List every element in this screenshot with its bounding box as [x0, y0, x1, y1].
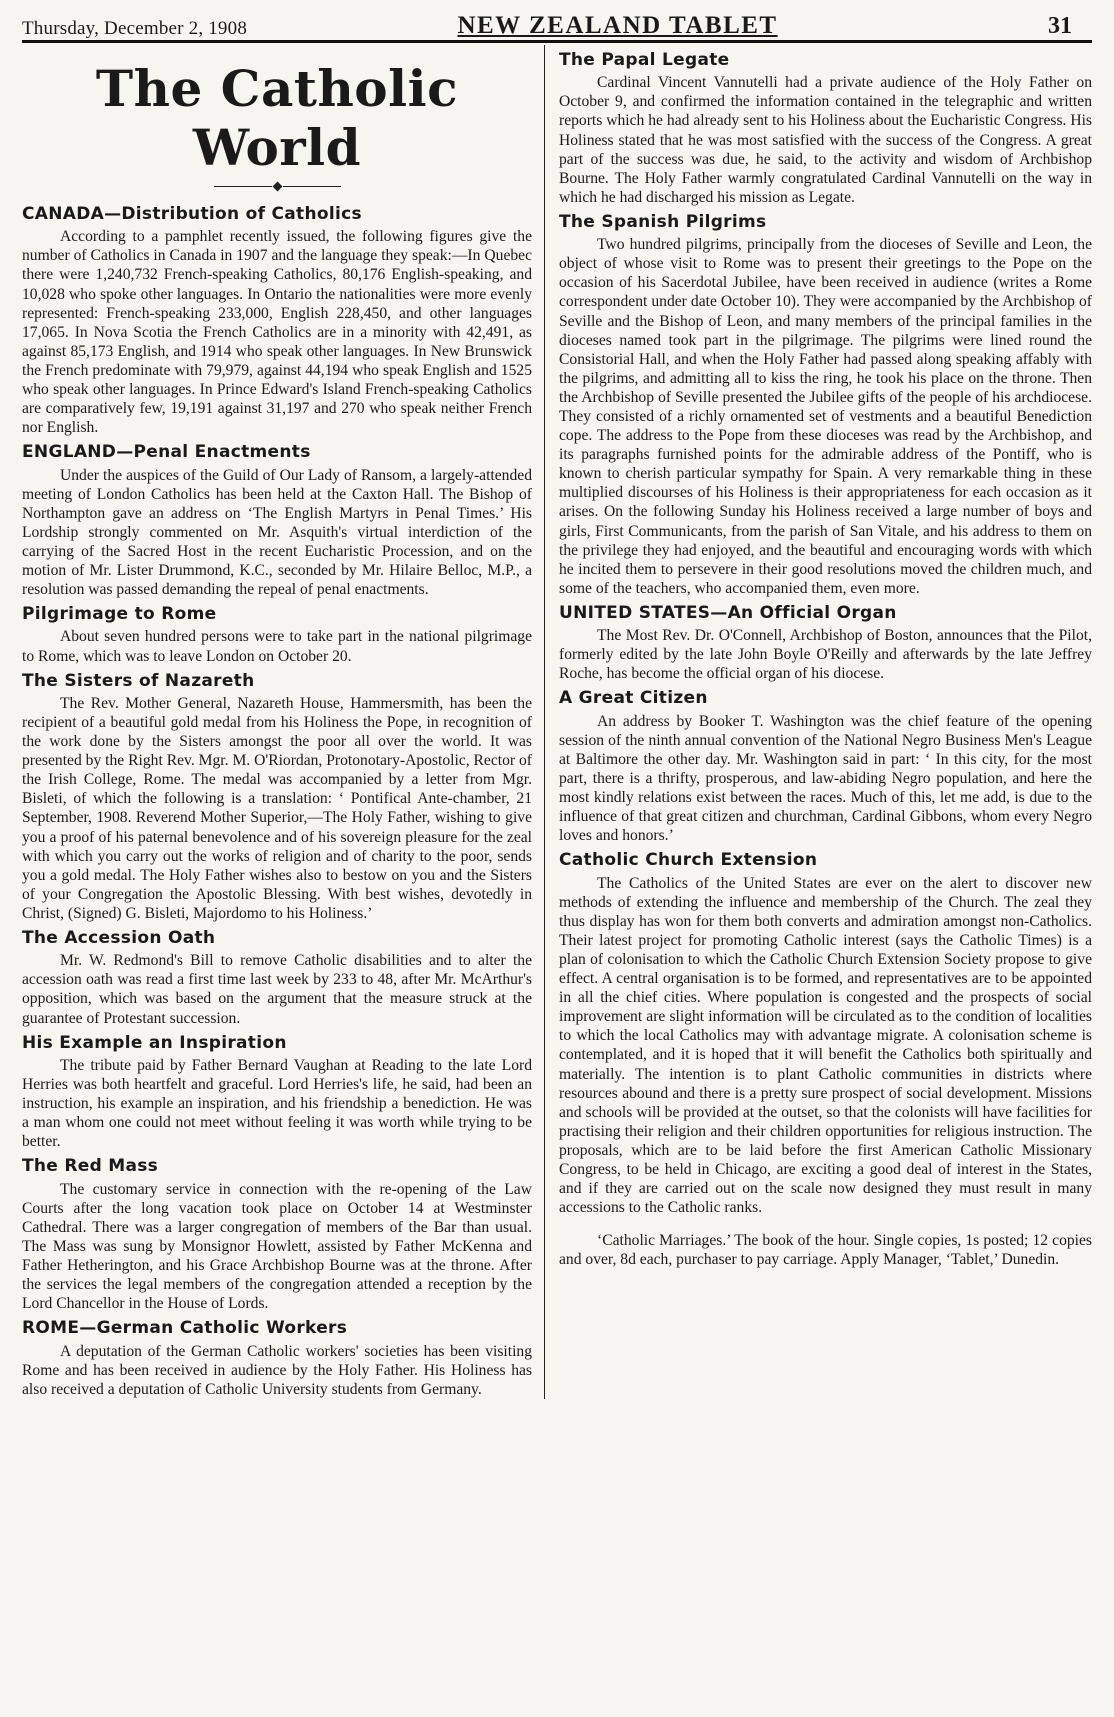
article-heading: The Accession Oath: [22, 928, 216, 948]
article-paragraph: Under the auspices of the Guild of Our Lady of Ransom, a largely-attended meeting of London Catholics has been held at the Caxton Hall. The Bishop of Northampton gave an address on ‘The English Martyrs in Penal Times.’ His Lordship strongly commented on Mr. Asquith's virtual interdiction of the carrying of the Sacred Host in the recent Eucharistic Procession, and on the motion of Mr. Lister Drummond, K.C., seconded by Mr. Hilaire Belloc, M.P., a resolution was passed demanding the repeal of penal enactments.: [22, 466, 532, 599]
article-heading: ENGLAND—Penal Enactments: [22, 442, 311, 463]
article-heading: His Example an Inspiration: [22, 1032, 287, 1053]
article-heading: UNITED STATES—An Official Organ: [559, 602, 897, 623]
article-paragraph: Cardinal Vincent Vannutelli had a private audience of the Holy Father on October 9, and confirmed the information contained in the telegraphic and written reports which he had already sent to his Holiness about the Eucharistic Congress. His Holiness stated that he was most satisfied with the success of the Congress. A great part of the success was due, he said, to the activity and wisdom of Archbishop Bourne. The Holy Father warmly congratulated Cardinal Vannutelli on the way in which he had discharged his mission as Legate.: [559, 74, 1092, 206]
section-masthead: The Catholic World: [95, 59, 459, 177]
right-column: [544, 45, 1092, 1399]
article-heading: Pilgrimage to Rome: [22, 604, 217, 625]
newspaper-title: NEW ZEALAND TABLET: [457, 12, 778, 39]
article-heading: The Sisters of Nazareth: [22, 670, 255, 691]
article-heading: A Great Citizen: [559, 688, 708, 709]
article-paragraph: The tribute paid by Father Bernard Vaughan at Reading to the late Lord Herries was both heartfelt and graceful. Lord Herries's life, he said, had been an instruction, his example an inspiration, and his friendship a benediction. He was a man whom one could not meet without feeling it was worth while trying to be better.: [22, 1056, 532, 1151]
running-head: [22, 8, 1092, 43]
article-heading: The Spanish Pilgrims: [559, 211, 767, 232]
issue-date: Thursday, December 2, 1908: [22, 18, 248, 39]
article-paragraph: About seven hundred persons were to take part in the national pilgrimage to Rome, which was to leave London on October 20.: [22, 628, 532, 665]
article-heading: Catholic Church Extension: [559, 850, 818, 871]
article-paragraph: The Rev. Mother General, Nazareth House, Hammersmith, has been the recipient of a beautiful gold medal from his Holiness the Pope, in recognition of the work done by the Sisters amongst the poor all over the world. It was presented by the Right Rev. Mgr. M. O'Riordan, Protonotary-Apostolic, Rector of the Irish College, Rome. The medal was accompanied by a letter from Mgr. Bisleti, of which the following is a translation: ‘ Pontifical Ante-chamber, 21 September, 1908. Reverend Mother Superior,—The Holy Father, wishing to give you a proof of his paternal benevolence and of his sovereign pleasure for the zeal with which you carry out the works of religion and of charity to the poor, sends you a gold medal. The Holy Father wishes also to bestow on you and the Sisters of your Congregation the Apostolic Blessing. With best wishes, devotedly in Christ, (Signed) G. Bisleti, Majordomo to his Holiness.’: [22, 694, 532, 922]
article-heading: CANADA—Distribution of Catholics: [22, 204, 362, 224]
columns: [22, 45, 1092, 1399]
article-paragraph: The customary service in connection with the re-opening of the Law Courts after the long vacation took place on October 14 at Westminster Cathedral. There was a larger congregation of members of the Bar than usual. The Mass was sung by Monsignor Howlett, assisted by Father McKenna and Father Hetherington, and his Grace Archbishop Bourne was at the throne. After the services the legal members of the congregation attended a reception by the Lord Chancellor in the House of Lords.: [22, 1180, 532, 1313]
article-heading: ROME—German Catholic Workers: [22, 1318, 348, 1339]
diamond-icon: [272, 182, 282, 192]
ornament-divider: [22, 183, 532, 190]
article-heading: The Red Mass: [22, 1156, 159, 1177]
page-number: 31: [1048, 13, 1072, 39]
advertisement-notice: ‘Catholic Marriages.’ The book of the hour. Single copies, 1s posted; 12 copies and over, 8d each, purchaser to pay carriage. Apply Manager, ‘Tablet,’ Dunedin.: [559, 1232, 1092, 1269]
article-paragraph: The Catholics of the United States are ever on the alert to discover new methods of extending the influence and membership of the Church. The zeal they thus display has won for them both converts and admiration amongst non-Catholics. Their latest project for promoting Catholic interest (says the Catholic Times) is a plan of colonisation to which the Catholic Church Extension Society propose to give effect. A central organisation is to be formed, and representatives are to be appointed in all the chief cities. Where population is congested and the prospects of social improvement are slight information will be circulated as to the condition of localities to which the local Catholics may with advantage migrate. A colonisation scheme is contemplated, and it is hoped that it will benefit the Catholics both spiritually and materially. The intention is to plant Catholic communities in districts where resources abound and there is a pretty sure prospect of social development. Missions and schools will be provided at the outset, so that the colonists will have facilities for practising their religion and their children opportunities for religious instruction. The proposals, which are to be laid before the first American Catholic Missionary Congress, to be held in Chicago, are exciting a good deal of interest in the States, and if they are carried out on the scale now designed they must result in many accessions to the Catholic ranks.: [559, 874, 1092, 1217]
article-paragraph: Mr. W. Redmond's Bill to remove Catholic disabilities and to alter the accession oath was read a first time last week by 233 to 48, after Mr. McArthur's opposition, which was based on the argument that the measure struck at the guarantee of Protestant succession.: [22, 952, 532, 1027]
left-column: [22, 45, 544, 1399]
article-heading: The Papal Legate: [559, 50, 730, 70]
article-paragraph: An address by Booker T. Washington was the chief feature of the opening session of the ninth annual convention of the National Negro Business Men's League at Baltimore the other day. Mr. Washington said in part: ‘ In this city, for the most part, there is a thrifty, prosperous, and law-abiding Negro population, and here the most kindly relations exist between the races. Much of this, let me add, is due to the influence of that great citizen and churchman, Cardinal Gibbons, whom every Negro loves and honors.’: [559, 712, 1092, 845]
article-paragraph: The Most Rev. Dr. O'Connell, Archbishop of Boston, announces that the Pilot, formerly edited by the late John Boyle O'Reilly and afterwards by the late Jeffrey Roche, has become the official organ of his diocese.: [559, 627, 1092, 683]
article-paragraph: Two hundred pilgrims, principally from the dioceses of Seville and Leon, the object of whose visit to Rome was to present their greetings to the Pope on the occasion of his Sacerdotal Jubilee, have been received in audience (writes a Rome correspondent under date October 10). They were accompanied by the Archbishop of Seville and the Bishop of Leon, and many members of the principal families in the dioceses named took part in the pilgrimage. The pilgrims were lined round the Consistorial Hall, and when the Holy Father had passed along speaking affably with the pilgrims, and admitting all to kiss the ring, he took his place on the throne. Then the Archbishop of Seville presented the Jubilee gifts of the people of his archdiocese. They consisted of a richly ornamented set of vestments and a beautiful Benediction cope. The address to the Pope from these dioceses was read by the Archbishop, and its paragraphs furnished points for the admirable address of the Pontiff, who is known to cherish particular sympathy for Spain. A very remarkable thing in these multiplied discourses of his Holiness is their appropriateness for each occasion as it arises. On the following Sunday his Holiness received a large number of boys and girls, First Communicants, from the parish of San Vitale, and his address to them on the privilege they had enjoyed, and the beautiful and encouraging words with which he incited them to persevere in their good resolutions moved the children much, and some of the teachers, who accompanied them, even more.: [559, 236, 1092, 597]
article-paragraph: A deputation of the German Catholic workers' societies has been visiting Rome and has been received in audience by the Holy Father. His Holiness has also received a deputation of Catholic University students from Germany.: [22, 1342, 532, 1398]
article-paragraph: According to a pamphlet recently issued, the following figures give the number of Catholics in Canada in 1907 and the language they speak:—In Quebec there were 1,240,732 French-speaking Catholics, 80,176 English-speaking, and 10,028 who spoke other languages. In Ontario the nationalities were more evenly represented: French-speaking 233,000, English 228,450, and other languages 17,065. In Nova Scotia the French Catholics are in a minority with 42,491, as against 85,173 English, and 1914 who speak other languages. In New Brunswick the French predominate with 79,979, against 44,194 who speak English and 1525 who speak other languages. In Prince Edward's Island French-speaking Catholics are comparatively few, 19,191 against 31,197 and 270 who speak neither French nor English.: [22, 228, 532, 437]
